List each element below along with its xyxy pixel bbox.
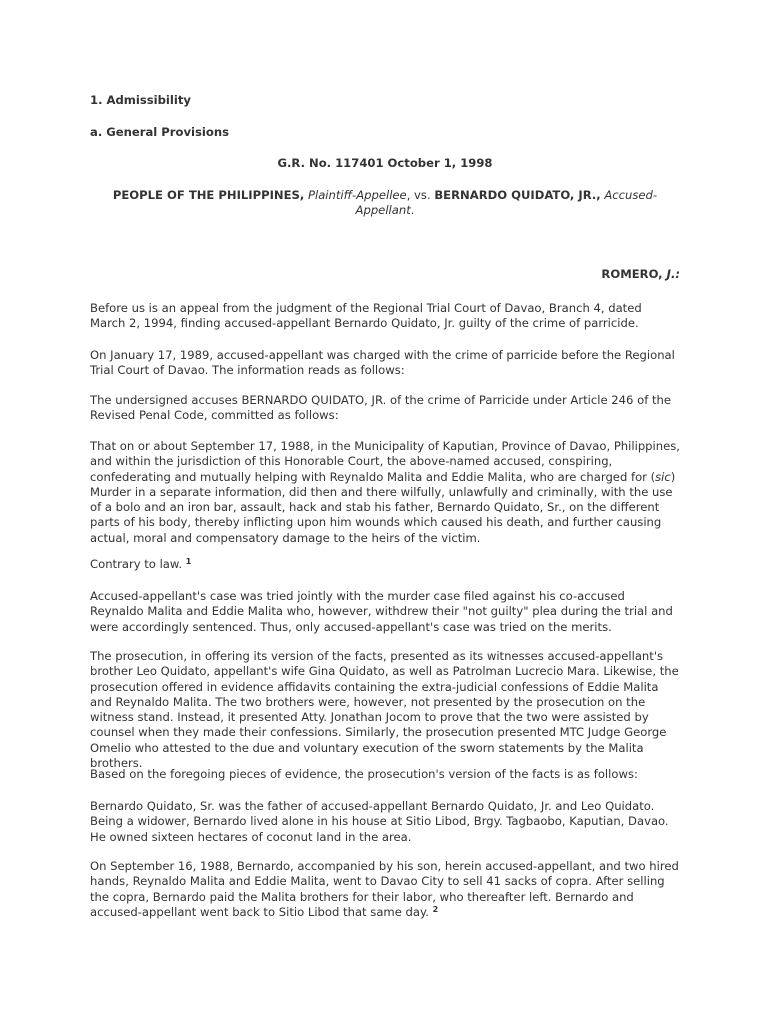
footnote-ref-1[interactable]: 1 xyxy=(185,557,192,566)
ponente-name: ROMERO, xyxy=(601,267,663,281)
paragraph-10 xyxy=(90,859,680,920)
paragraph-2: On January 17, 1989, accused-appellant was charged with the crime of parricide before the Regional Trial Court of Davao. The information reads as follows: xyxy=(90,348,675,378)
plaintiff-role: Plaintiff-Appellee xyxy=(307,188,407,202)
ponente xyxy=(90,267,680,282)
defendant-role: Accused-Appellant xyxy=(355,188,658,218)
paragraph-5 xyxy=(90,557,680,572)
paragraph-4-text-b: ) Murder in a separate information, did then and there wilfully, unlawfully and criminally, with the use of a bolo and an iron bar, assault, hack and stab his father, Bernardo Quidato, Sr., on the different parts of his body, thereby inflicting upon him wounds which caused his death, and further causing actual, moral and compensatory damage to the heirs of the victim. xyxy=(90,469,676,545)
case-caption xyxy=(100,188,670,219)
defendant-name: BERNARDO QUIDATO, JR., xyxy=(434,188,601,202)
footnote-ref-2[interactable]: 2 xyxy=(432,904,439,914)
paragraph-6: Accused-appellant's case was tried jointly with the murder case filed against his co-accused Reynaldo Malita and Eddie Malita who, however, withdrew their "not guilty" plea during the trial and were accordingly sentenced. Thus, only accused-appellant's case was tried on the merits. xyxy=(90,589,673,634)
paragraph-3: The undersigned accuses BERNARDO QUIDATO, JR. of the crime of Parricide under Article 246 of the Revised Penal Code, committed as follows: xyxy=(90,393,671,423)
ponente-title: J.: xyxy=(666,267,680,281)
paragraph-10-text: On September 16, 1988, Bernardo, accompanied by his son, herein accused-appellant, and two hired hands, Reynaldo Malita and Eddie Malita, went to Davao City to sell 41 sacks of copra. After selling the copra, Bernardo paid the Malita brothers for their labor, who thereafter left. Bernardo and accused-appellant went back to Sitio Libod that same day. xyxy=(90,859,679,919)
section-heading: 1. Admissibility xyxy=(90,93,191,107)
paragraph-4 xyxy=(90,439,680,546)
paragraph-1: Before us is an appeal from the judgment of the Regional Trial Court of Davao, Branch 4, dated March 2, 1994, finding accused-appellant Bernardo Quidato, Jr. guilty of the crime of parricide. xyxy=(90,301,642,331)
subsection-heading: a. General Provisions xyxy=(90,125,230,139)
plaintiff-name: PEOPLE OF THE PHILIPPINES, xyxy=(112,188,305,202)
paragraph-9: Bernardo Quidato, Sr. was the father of accused-appellant Bernardo Quidato, Jr. and Leo Quidato. Being a widower, Bernardo lived alone in his house at Sitio Libod, Brgy. Tagbaobo, Kaputian, Davao. He owned sixteen hectares of coconut land in the area. xyxy=(90,799,669,844)
paragraph-7: The prosecution, in offering its version of the facts, presented as its witnesses accused-appellant's brother Leo Quidato, appellant's wife Gina Quidato, as well as Patrolman Lucrecio Mara. Likewise, the prosecution offered in evidence affidavits containing the extra-judicial confessions of Eddie Malita and Reynaldo Malita. The two brothers were, however, not presented by the prosecution on the witness stand. Instead, it presented Atty. Jonathan Jocom to prove that the two were assisted by counsel when they made their confessions. Similarly, the prosecution presented MTC Judge George Omelio who attested to the due and voluntary execution of the sworn statements by the Malita brothers. xyxy=(90,649,679,771)
case-number: G.R. No. 117401 October 1, 1998 xyxy=(277,156,493,170)
versus-text: , vs. xyxy=(406,188,431,202)
paragraph-4-text-a: That on or about September 17, 1988, in the Municipality of Kaputian, Province of Davao, Philippines, and within the jurisdiction of this Honorable Court, the above-named accused, conspiring, confederating and mutually helping with Reynaldo Malita and Eddie Malita, who are charged for ( xyxy=(90,439,680,484)
paragraph-8: Based on the foregoing pieces of evidence, the prosecution's version of the facts is as follows: xyxy=(90,767,638,781)
caption-end: . xyxy=(410,203,415,218)
sic-marker: sic xyxy=(655,469,671,484)
paragraph-5-text: Contrary to law. xyxy=(90,557,183,571)
